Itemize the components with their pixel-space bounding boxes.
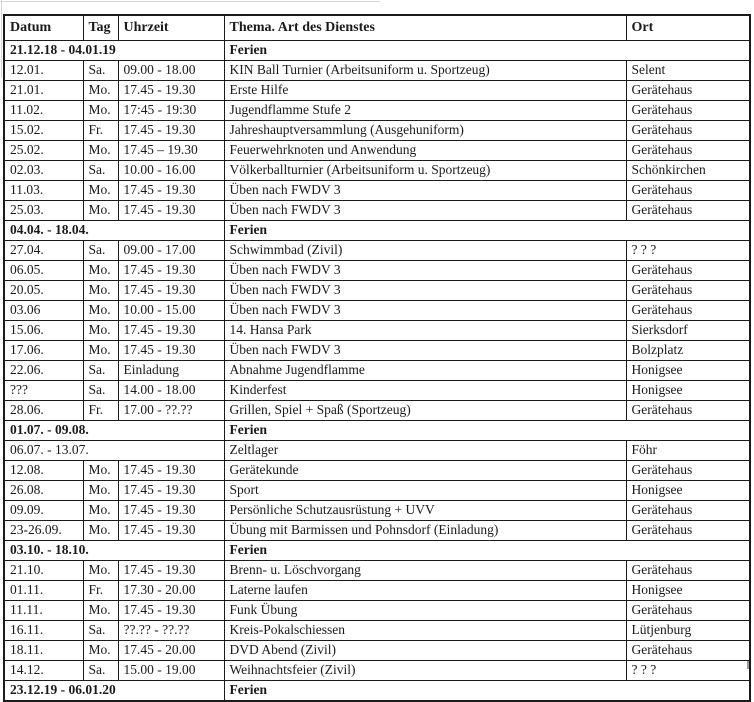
- event-row: [4, 161, 750, 181]
- cell-uhrzeit: 17.45 – 19.30: [118, 141, 224, 161]
- cell-datum: 25.03.: [4, 201, 83, 221]
- cell-datum: 11.03.: [4, 181, 83, 201]
- cell-uhrzeit: 17.45 - 19.30: [118, 121, 224, 141]
- cell-tag: Mo.: [83, 101, 118, 121]
- schedule-table: [3, 14, 751, 702]
- cell-thema: DVD Abend (Zivil): [224, 641, 626, 661]
- cell-datum: 28.06.: [4, 401, 83, 421]
- cell-ort: Gerätehaus: [626, 101, 750, 121]
- cell-tag: Mo.: [83, 321, 118, 341]
- cell-tag: Mo.: [83, 521, 118, 541]
- event-row: [4, 141, 750, 161]
- cell-tag: Mo.: [83, 461, 118, 481]
- cell-uhrzeit: 17.00 - ??.??: [118, 401, 224, 421]
- cell-datum: 20.05.: [4, 281, 83, 301]
- cell-thema: KIN Ball Turnier (Arbeitsuniform u. Sportzeug): [224, 61, 626, 81]
- cell-datum-range: 23.12.19 - 06.01.20: [4, 681, 224, 702]
- event-row: [4, 281, 750, 301]
- cell-thema: Üben nach FWDV 3: [224, 341, 626, 361]
- cell-uhrzeit: 09.00 - 17.00: [118, 241, 224, 261]
- cell-uhrzeit: 17.45 - 19.30: [118, 81, 224, 101]
- cell-uhrzeit: 17.45 - 19.30: [118, 181, 224, 201]
- cell-datum-range: 21.12.18 - 04.01.19: [4, 41, 224, 61]
- ferien-row: [4, 541, 750, 561]
- header-row: [4, 15, 750, 41]
- cell-ort: Gerätehaus: [626, 601, 750, 621]
- ferien-row: [4, 221, 750, 241]
- cell-datum: 21.10.: [4, 561, 83, 581]
- cell-datum: 06.05.: [4, 261, 83, 281]
- cell-tag: Mo.: [83, 601, 118, 621]
- cell-thema: Völkerballturnier (Arbeitsuniform u. Sportzeug): [224, 161, 626, 181]
- cell-ort: Sierksdorf: [626, 321, 750, 341]
- cell-ort: Selent: [626, 61, 750, 81]
- event-row: [4, 121, 750, 141]
- cell-tag: Sa.: [83, 361, 118, 381]
- event-row: [4, 401, 750, 421]
- cell-datum: 18.11.: [4, 641, 83, 661]
- cell-tag: Mo.: [83, 81, 118, 101]
- cell-tag: Fr.: [83, 401, 118, 421]
- cell-tag: Sa.: [83, 61, 118, 81]
- cell-thema: Jugendflamme Stufe 2: [224, 101, 626, 121]
- cell-datum: 11.02.: [4, 101, 83, 121]
- cell-tag: Mo.: [83, 181, 118, 201]
- scan-edge-artifact-top: [0, 1, 380, 2]
- cell-tag: Sa.: [83, 381, 118, 401]
- cell-ort: Gerätehaus: [626, 141, 750, 161]
- cell-uhrzeit: ??.?? - ??.??: [118, 621, 224, 641]
- cell-thema: Feuerwehrknoten und Anwendung: [224, 141, 626, 161]
- cell-ferien-label: Ferien: [224, 221, 750, 241]
- cell-thema: Üben nach FWDV 3: [224, 301, 626, 321]
- cell-ort: ? ? ?: [626, 661, 750, 681]
- cell-thema: Laterne laufen: [224, 581, 626, 601]
- ferien-row: [4, 41, 750, 61]
- event-row: [4, 501, 750, 521]
- cell-thema: Abnahme Jugendflamme: [224, 361, 626, 381]
- cell-thema: Brenn- u. Löschvorgang: [224, 561, 626, 581]
- cell-ort: Honigsee: [626, 481, 750, 501]
- cell-ort: Gerätehaus: [626, 401, 750, 421]
- cell-uhrzeit: 17.45 - 19.30: [118, 561, 224, 581]
- column-header-datum: Datum: [4, 15, 83, 41]
- cell-thema: Üben nach FWDV 3: [224, 281, 626, 301]
- cell-ort: Gerätehaus: [626, 201, 750, 221]
- cell-tag: Mo.: [83, 281, 118, 301]
- cell-thema: Schwimmbad (Zivil): [224, 241, 626, 261]
- event-row: [4, 101, 750, 121]
- cell-ort: Honigsee: [626, 361, 750, 381]
- cell-ort: ? ? ?: [626, 241, 750, 261]
- cell-uhrzeit: 14.00 - 18.00: [118, 381, 224, 401]
- event-row: [4, 661, 750, 681]
- event-row: [4, 621, 750, 641]
- cell-ort: Schönkirchen: [626, 161, 750, 181]
- cell-thema: Kreis-Pokalschiessen: [224, 621, 626, 641]
- cell-datum: ???: [4, 381, 83, 401]
- event-row: [4, 181, 750, 201]
- event-row: [4, 341, 750, 361]
- cell-thema: Übung mit Barmissen und Pohnsdorf (Einladung): [224, 521, 626, 541]
- cell-tag: Mo.: [83, 301, 118, 321]
- cell-uhrzeit: 17.30 - 20.00: [118, 581, 224, 601]
- cell-ort: Honigsee: [626, 381, 750, 401]
- cell-tag: Sa.: [83, 621, 118, 641]
- event-row: [4, 581, 750, 601]
- cell-datum-range: 03.10. - 18.10.: [4, 541, 224, 561]
- event-row: [4, 461, 750, 481]
- cell-tag: Mo.: [83, 481, 118, 501]
- cell-datum: 11.11.: [4, 601, 83, 621]
- cell-tag: Mo.: [83, 261, 118, 281]
- cell-uhrzeit: Einladung: [118, 361, 224, 381]
- cell-datum-range: 01.07. - 09.08.: [4, 421, 224, 441]
- event-row: [4, 261, 750, 281]
- event-row: [4, 641, 750, 661]
- date-range-row: [4, 441, 750, 461]
- cell-ort: Gerätehaus: [626, 121, 750, 141]
- cell-uhrzeit: 10.00 - 16.00: [118, 161, 224, 181]
- schedule-table-body: [4, 41, 750, 702]
- cell-thema: 14. Hansa Park: [224, 321, 626, 341]
- cell-datum: 14.12.: [4, 661, 83, 681]
- cell-datum: 09.09.: [4, 501, 83, 521]
- cell-datum: 27.04.: [4, 241, 83, 261]
- cell-ort: Gerätehaus: [626, 181, 750, 201]
- scan-edge-artifact-left: [1, 0, 2, 78]
- cell-datum-range: 06.07. - 13.07.: [4, 441, 224, 461]
- event-row: [4, 361, 750, 381]
- cell-tag: Mo.: [83, 561, 118, 581]
- cell-ferien-label: Ferien: [224, 541, 750, 561]
- cell-datum: 16.11.: [4, 621, 83, 641]
- cell-tag: Mo.: [83, 201, 118, 221]
- cell-thema: Erste Hilfe: [224, 81, 626, 101]
- cell-datum: 17.06.: [4, 341, 83, 361]
- event-row: [4, 301, 750, 321]
- cell-tag: Mo.: [83, 501, 118, 521]
- event-row: [4, 81, 750, 101]
- cell-uhrzeit: 17.45 - 20.00: [118, 641, 224, 661]
- cell-thema: Jahreshauptversammlung (Ausgehuniform): [224, 121, 626, 141]
- cell-uhrzeit: 09.00 - 18.00: [118, 61, 224, 81]
- cell-ort: Gerätehaus: [626, 461, 750, 481]
- cell-datum: 15.06.: [4, 321, 83, 341]
- cell-ort: Gerätehaus: [626, 501, 750, 521]
- cell-thema: Üben nach FWDV 3: [224, 201, 626, 221]
- cell-ort: Bolzplatz: [626, 341, 750, 361]
- cell-ort: Gerätehaus: [626, 261, 750, 281]
- cell-datum: 02.03.: [4, 161, 83, 181]
- cell-uhrzeit: 17.45 - 19.30: [118, 501, 224, 521]
- cell-ort: Föhr: [626, 441, 750, 461]
- cell-uhrzeit: 15.00 - 19.00: [118, 661, 224, 681]
- cell-thema: Gerätekunde: [224, 461, 626, 481]
- cell-datum: 21.01.: [4, 81, 83, 101]
- cell-thema: Üben nach FWDV 3: [224, 261, 626, 281]
- cell-tag: Sa.: [83, 241, 118, 261]
- column-header-thema: Thema. Art des Dienstes: [224, 15, 626, 41]
- cell-uhrzeit: 17.45 - 19.30: [118, 281, 224, 301]
- cell-uhrzeit: 17.45 - 19.30: [118, 521, 224, 541]
- cell-ort: Gerätehaus: [626, 81, 750, 101]
- column-header-uhrzeit: Uhrzeit: [118, 15, 224, 41]
- event-row: [4, 521, 750, 541]
- ferien-row: [4, 421, 750, 441]
- cell-thema: Grillen, Spiel + Spaß (Sportzeug): [224, 401, 626, 421]
- cell-ferien-label: Ferien: [224, 41, 750, 61]
- cell-tag: Mo.: [83, 641, 118, 661]
- cell-uhrzeit: 17:45 - 19:30: [118, 101, 224, 121]
- cell-thema: Persönliche Schutzausrüstung + UVV: [224, 501, 626, 521]
- cell-ort: Gerätehaus: [626, 641, 750, 661]
- schedule-table-header: [4, 15, 750, 41]
- event-row: [4, 241, 750, 261]
- cell-tag: Fr.: [83, 121, 118, 141]
- cell-datum: 15.02.: [4, 121, 83, 141]
- cell-thema: Kinderfest: [224, 381, 626, 401]
- cell-ort: Gerätehaus: [626, 281, 750, 301]
- cell-datum: 03.06: [4, 301, 83, 321]
- cell-datum: 01.11.: [4, 581, 83, 601]
- cell-datum: 12.01.: [4, 61, 83, 81]
- cell-uhrzeit: 17.45 - 19.30: [118, 321, 224, 341]
- cell-uhrzeit: 10.00 - 15.00: [118, 301, 224, 321]
- cell-ort: Gerätehaus: [626, 521, 750, 541]
- cell-thema: Weihnachtsfeier (Zivil): [224, 661, 626, 681]
- cell-tag: Fr.: [83, 581, 118, 601]
- column-header-tag: Tag: [83, 15, 118, 41]
- cell-ferien-label: Ferien: [224, 421, 750, 441]
- cell-thema: Sport: [224, 481, 626, 501]
- cell-datum: 22.06.: [4, 361, 83, 381]
- cell-ort: Gerätehaus: [626, 561, 750, 581]
- cell-tag: Mo.: [83, 341, 118, 361]
- cell-uhrzeit: 17.45 - 19.30: [118, 261, 224, 281]
- cell-datum: 12.08.: [4, 461, 83, 481]
- cell-uhrzeit: 17.45 - 19.30: [118, 461, 224, 481]
- cell-ferien-label: Ferien: [224, 681, 750, 702]
- cell-tag: Mo.: [83, 141, 118, 161]
- cell-uhrzeit: 17.45 - 19.30: [118, 601, 224, 621]
- event-row: [4, 321, 750, 341]
- cell-datum: 26.08.: [4, 481, 83, 501]
- event-row: [4, 381, 750, 401]
- event-row: [4, 61, 750, 81]
- cell-ort: Lütjenburg: [626, 621, 750, 641]
- cell-datum: 25.02.: [4, 141, 83, 161]
- cell-tag: Sa.: [83, 161, 118, 181]
- ferien-row: [4, 681, 750, 702]
- cell-uhrzeit: 17.45 - 19.30: [118, 341, 224, 361]
- cell-uhrzeit: 17.45 - 19.30: [118, 201, 224, 221]
- event-row: [4, 561, 750, 581]
- cell-uhrzeit: 17.45 - 19.30: [118, 481, 224, 501]
- cell-ort: Gerätehaus: [626, 301, 750, 321]
- event-row: [4, 201, 750, 221]
- cell-ort: Honigsee: [626, 581, 750, 601]
- event-row: [4, 601, 750, 621]
- cell-thema: Üben nach FWDV 3: [224, 181, 626, 201]
- cell-thema: Zeltlager: [224, 441, 626, 461]
- cell-datum-range: 04.04. - 18.04.: [4, 221, 224, 241]
- column-header-ort: Ort: [626, 15, 750, 41]
- cell-datum: 23-26.09.: [4, 521, 83, 541]
- event-row: [4, 481, 750, 501]
- cell-tag: Sa.: [83, 661, 118, 681]
- cell-thema: Funk Übung: [224, 601, 626, 621]
